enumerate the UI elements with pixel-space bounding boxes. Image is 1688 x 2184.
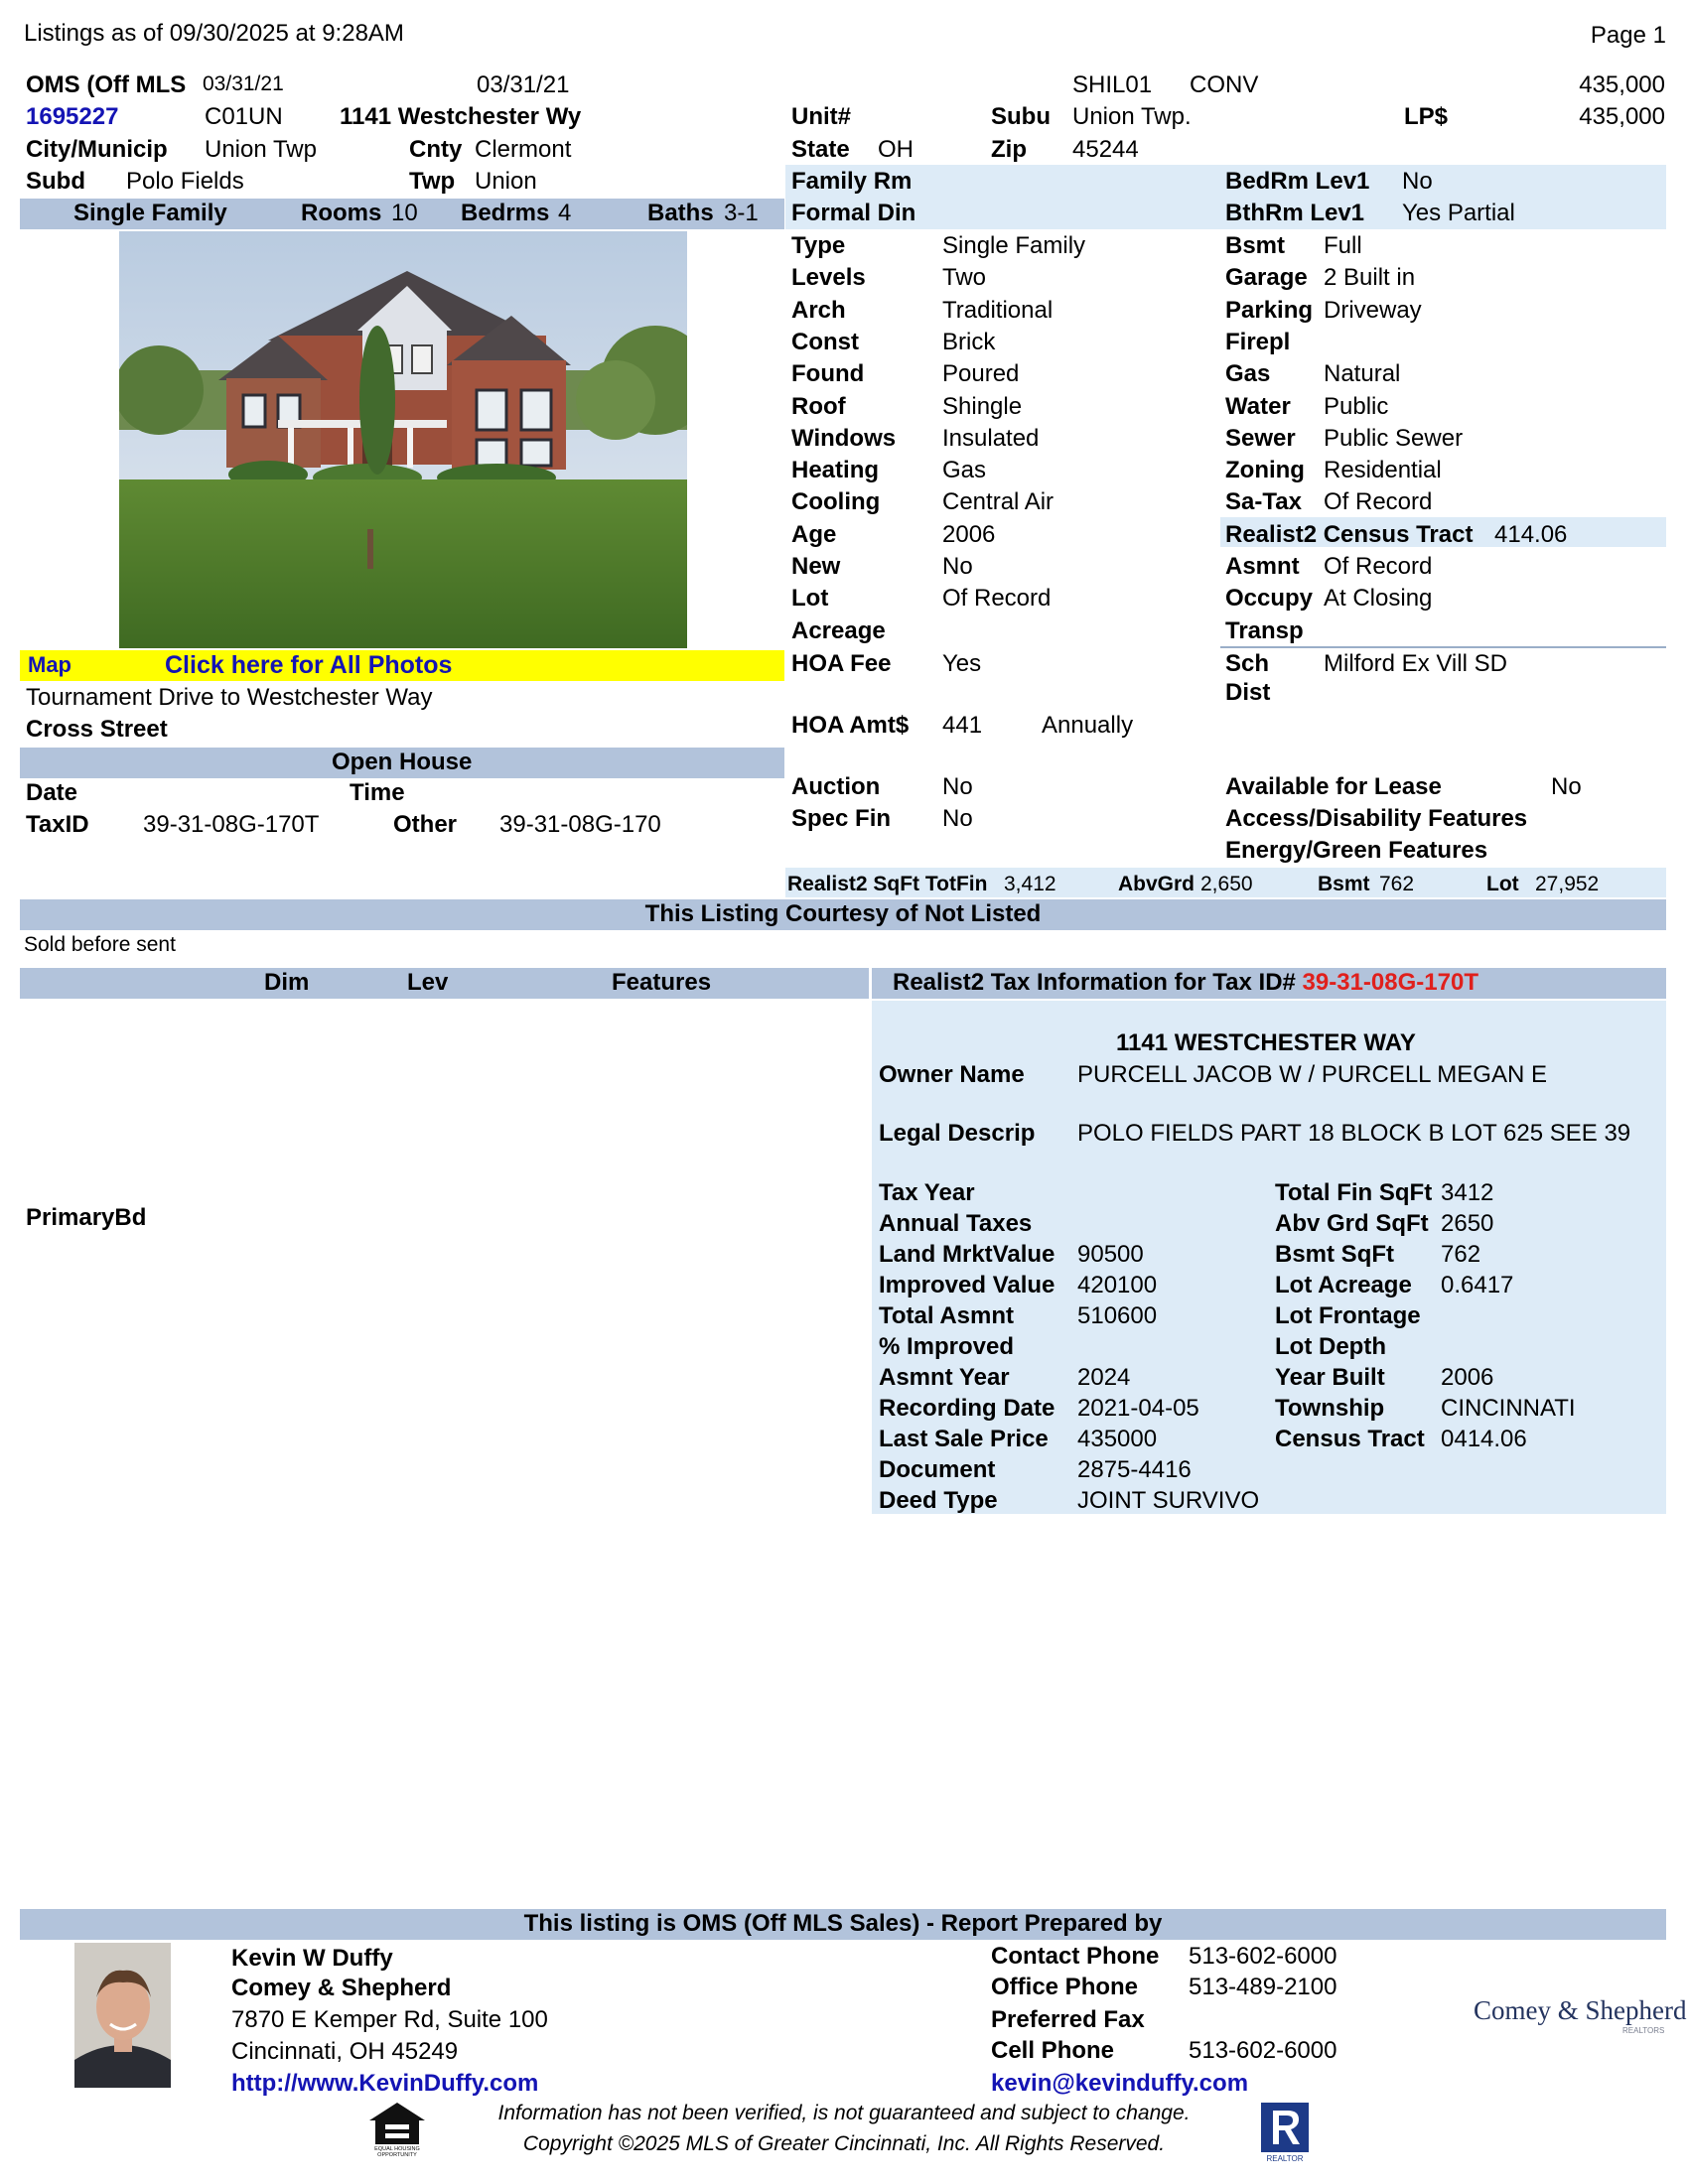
feature-mid-value: Traditional (942, 296, 1054, 324)
sqft-totfin-label: Realist2 SqFt TotFin (787, 873, 988, 895)
hoa-amount-value: 441 (942, 712, 983, 739)
taxid-label: TaxID (26, 811, 89, 838)
feature-right-value: Residential (1324, 457, 1442, 484)
feature-right-label: Asmnt (1225, 553, 1300, 580)
tax-left-label: % Improved (879, 1333, 1015, 1360)
formal-dining-label: Formal Din (791, 200, 916, 226)
room-table-lev: Lev (407, 969, 449, 996)
feature-mid-label: Windows (791, 424, 897, 452)
feature-mid-label: Cooling (791, 488, 881, 516)
all-photos-link[interactable]: Click here for All Photos (165, 651, 453, 679)
feature-mid-value: Two (942, 264, 987, 292)
realtor-icon (1257, 2101, 1313, 2164)
sqft-bsmt-label: Bsmt (1318, 873, 1370, 895)
cell-phone-label: Cell Phone (991, 2037, 1115, 2064)
energy-features-label: Energy/Green Features (1225, 837, 1488, 864)
tax-right-label: Total Fin SqFt (1275, 1179, 1433, 1206)
feature-mid-label: Heating (791, 457, 880, 484)
tax-left-label: Recording Date (879, 1395, 1055, 1422)
spec-fin-label: Spec Fin (791, 805, 892, 832)
listings-timestamp: Listings as of 09/30/2025 at 9:28AM (24, 20, 404, 47)
tax-left-label: Total Asmnt (879, 1302, 1014, 1329)
tax-left-label: Annual Taxes (879, 1210, 1033, 1237)
family-room-label: Family Rm (791, 168, 913, 195)
office-phone-label: Office Phone (991, 1974, 1139, 2000)
lp-value: 435,000 (1579, 103, 1665, 130)
feature-right-label: Realist2 Census Tract (1225, 520, 1474, 548)
bthrm-lev1-label: BthRm Lev1 (1225, 200, 1365, 226)
city-label: City/Municip (26, 136, 168, 163)
feature-right-value: 2 Built in (1324, 264, 1416, 292)
state-value: OH (878, 136, 914, 163)
feature-right-value: Driveway (1324, 296, 1422, 324)
features-mid-list (791, 234, 1208, 651)
lease-label: Available for Lease (1225, 773, 1442, 800)
other-value: 39-31-08G-170 (499, 811, 661, 838)
feature-mid-value: Poured (942, 360, 1020, 388)
tax-right-value: CINCINNATI (1441, 1395, 1576, 1422)
list-date: 03/31/21 (477, 71, 570, 98)
listing-status: OMS (Off MLS (26, 71, 187, 98)
tax-left-label: Tax Year (879, 1179, 975, 1206)
feature-mid-label: Levels (791, 264, 866, 292)
feature-mid-label: Arch (791, 296, 846, 324)
office-code: SHIL01 (1072, 71, 1153, 98)
subd-label: Subd (26, 168, 85, 195)
sqft-bsmt-value: 762 (1379, 873, 1415, 895)
open-house-title: Open House (332, 749, 473, 775)
owner-label: Owner Name (879, 1061, 1025, 1088)
features-right-list (1225, 234, 1666, 651)
tax-left-value: 2875-4416 (1077, 1456, 1192, 1483)
feature-mid-label: Roof (791, 392, 846, 420)
footer-band-text: This listing is OMS (Off MLS Sales) - Report Prepared by (523, 1910, 1163, 1937)
taxid-value: 39-31-08G-170T (143, 811, 320, 838)
agent-city: Cincinnati, OH 45249 (231, 2038, 459, 2065)
agent-photo (74, 1943, 171, 2088)
baths-value: 3-1 (724, 200, 759, 226)
feature-mid-label: Type (791, 232, 846, 259)
tax-info-title-text: Realist2 Tax Information for Tax ID# (893, 969, 1303, 996)
tax-left-label: Improved Value (879, 1272, 1055, 1298)
zip-value: 45244 (1072, 136, 1139, 163)
feature-right-label: Sewer (1225, 424, 1296, 452)
tax-info-id: 39-31-08G-170T (1302, 969, 1478, 996)
map-link[interactable]: Map (28, 652, 71, 677)
tax-right-value: 0414.06 (1441, 1426, 1527, 1452)
feature-right-label: Firepl (1225, 328, 1291, 355)
feature-mid-value: Gas (942, 457, 987, 484)
feature-mid-value: Brick (942, 328, 996, 355)
tax-right-value: 762 (1441, 1241, 1481, 1268)
tax-left-value: 2024 (1077, 1364, 1131, 1391)
disclaimer-line-2: Copyright ©2025 MLS of Greater Cincinnati, Inc. All Rights Reserved. (522, 2132, 1166, 2155)
school-label: Sch (1225, 650, 1270, 677)
subu-value: Union Twp. (1072, 103, 1192, 130)
tax-left-label: Last Sale Price (879, 1426, 1049, 1452)
tax-left-label: Land MrktValue (879, 1241, 1055, 1268)
hoa-fee-label: HOA Fee (791, 650, 892, 677)
sqft-totfin-value: 3,412 (1004, 873, 1056, 895)
page-number: Page 1 (1590, 22, 1666, 49)
contact-phone-label: Contact Phone (991, 1943, 1160, 1970)
feature-right-label: Water (1225, 392, 1291, 420)
tax-left-label: Deed Type (879, 1487, 998, 1514)
feature-right-value: Public Sewer (1324, 424, 1464, 452)
contact-phone-value: 513-602-6000 (1189, 1943, 1337, 1970)
bedrooms-label: Bedrms (461, 200, 550, 226)
tax-right-label: Year Built (1275, 1364, 1385, 1391)
twp-label: Twp (409, 168, 456, 195)
feature-right-value: Of Record (1324, 553, 1433, 580)
rooms-value: 10 (391, 200, 418, 226)
county-label: Cnty (409, 136, 463, 163)
tax-right-label: Abv Grd SqFt (1275, 1210, 1429, 1237)
feature-mid-label: Lot (791, 585, 829, 613)
tax-right-label: Lot Frontage (1275, 1302, 1421, 1329)
remarks: Sold before sent (24, 933, 176, 956)
feature-right-label: Gas (1225, 360, 1271, 388)
status-date: 03/31/21 (203, 72, 284, 95)
feature-right-label: Zoning (1225, 457, 1305, 484)
school-dist-label: Dist (1225, 679, 1271, 706)
cell-phone-value: 513-602-6000 (1189, 2037, 1337, 2064)
feature-right-label: Bsmt (1225, 232, 1286, 259)
tax-left-label: Asmnt Year (879, 1364, 1010, 1391)
spec-fin-value: No (942, 805, 973, 832)
company-logo: Comey & Shepherd (1474, 1995, 1687, 2025)
state-label: State (791, 136, 850, 163)
agent-code: C01UN (205, 103, 283, 130)
feature-right-label: Occupy (1225, 585, 1314, 613)
lp-label: LP$ (1404, 103, 1449, 130)
hoa-amount-label: HOA Amt$ (791, 712, 910, 739)
lease-value: No (1551, 773, 1582, 800)
tax-right-label: Township (1275, 1395, 1385, 1422)
bedrooms-value: 4 (558, 200, 572, 226)
tax-left-value: JOINT SURVIVO (1077, 1487, 1260, 1514)
hoa-fee-value: Yes (942, 650, 982, 677)
feature-mid-label: New (791, 553, 841, 580)
feature-mid-label: Acreage (791, 616, 886, 644)
feature-mid-value: Insulated (942, 424, 1040, 452)
tax-left-value: 435000 (1077, 1426, 1158, 1452)
financing: CONV (1190, 71, 1259, 98)
county-value: Clermont (475, 136, 572, 163)
open-house-time-label: Time (350, 779, 405, 806)
bthrm-lev1-value: Yes Partial (1402, 200, 1515, 226)
directions: Tournament Drive to Westchester Way (26, 684, 433, 711)
mls-number-link[interactable]: 1695227 (26, 103, 119, 130)
realtor-text: REALTOR (1266, 2154, 1304, 2163)
tax-left-value: 510600 (1077, 1302, 1158, 1329)
sqft-abvgrd-label: AbvGrd (1118, 873, 1196, 895)
feature-mid-value: Of Record (942, 585, 1052, 613)
feature-right-value: At Closing (1324, 585, 1433, 613)
baths-label: Baths (647, 200, 714, 226)
sqft-lot-value: 27,952 (1535, 873, 1600, 895)
property-photo[interactable] (119, 231, 687, 648)
tax-right-value: 0.6417 (1441, 1272, 1514, 1298)
tax-info-title (893, 971, 1478, 995)
cross-street-label: Cross Street (26, 716, 168, 743)
sqft-lot-label: Lot (1486, 873, 1519, 895)
courtesy-text: This Listing Courtesy of Not Listed (644, 900, 1042, 927)
tax-right-label: Bsmt SqFt (1275, 1241, 1394, 1268)
property-type: Single Family (73, 200, 227, 226)
agent-street: 7870 E Kemper Rd, Suite 100 (231, 2006, 548, 2033)
preferred-fax-label: Preferred Fax (991, 2006, 1145, 2033)
feature-mid-label: Age (791, 520, 837, 548)
feature-right-value: Full (1324, 232, 1362, 259)
feature-right-value: Of Record (1324, 488, 1433, 516)
open-house-date-label: Date (26, 779, 78, 806)
tax-right-label: Lot Depth (1275, 1333, 1386, 1360)
bedrm-lev1-label: BedRm Lev1 (1225, 168, 1370, 195)
disclaimer-line-1: Information has not been verified, is not guaranteed and subject to change. (497, 2102, 1191, 2124)
tax-left-value: 90500 (1077, 1241, 1144, 1268)
owner-value: PURCELL JACOB W / PURCELL MEGAN E (1077, 1061, 1547, 1088)
agent-company: Comey & Shepherd (231, 1975, 452, 2001)
tax-left-label: Document (879, 1456, 996, 1483)
agent-website-link[interactable]: http://www.KevinDuffy.com (231, 2070, 539, 2097)
tax-left-value: 420100 (1077, 1272, 1158, 1298)
tax-left-value: 2021-04-05 (1077, 1395, 1199, 1422)
feature-mid-value: Single Family (942, 232, 1086, 259)
feature-right-value: Natural (1324, 360, 1401, 388)
feature-mid-value: Shingle (942, 392, 1023, 420)
feature-right-label: Parking (1225, 296, 1314, 324)
subu-label: Subu (991, 103, 1051, 130)
hoa-frequency: Annually (1042, 712, 1134, 739)
feature-right-label: Transp (1225, 616, 1304, 644)
access-features-label: Access/Disability Features (1225, 805, 1528, 832)
tax-right-value: 2650 (1441, 1210, 1494, 1237)
legal-label: Legal Descrip (879, 1120, 1036, 1147)
subd-value: Polo Fields (126, 168, 244, 195)
feature-right-value: 414.06 (1494, 520, 1568, 548)
feature-mid-value: Central Air (942, 488, 1055, 516)
tax-right-value: 2006 (1441, 1364, 1494, 1391)
agent-email-link[interactable]: kevin@kevinduffy.com (991, 2070, 1249, 2097)
zip-label: Zip (991, 136, 1027, 163)
equal-housing-text: EQUAL HOUSING OPPORTUNITY (374, 2146, 420, 2158)
divider (1220, 646, 1666, 648)
room-table-features: Features (612, 969, 712, 996)
agent-name: Kevin W Duffy (231, 1945, 393, 1972)
sqft-abvgrd-value: 2,650 (1200, 873, 1253, 895)
city-value: Union Twp (205, 136, 317, 163)
tax-right-label: Census Tract (1275, 1426, 1425, 1452)
equal-housing-icon (365, 2101, 429, 2160)
feature-mid-label: Const (791, 328, 859, 355)
bedrm-lev1-value: No (1402, 168, 1433, 195)
sold-price: 435,000 (1579, 71, 1665, 98)
room-table-row-label: PrimaryBd (26, 1204, 147, 1231)
twp-value: Union (475, 168, 537, 195)
rooms-label: Rooms (301, 200, 382, 226)
feature-right-value: Public (1324, 392, 1389, 420)
legal-value: POLO FIELDS PART 18 BLOCK B LOT 625 SEE 39 (1077, 1120, 1631, 1147)
unit-label: Unit# (791, 103, 851, 130)
tax-address: 1141 WESTCHESTER WAY (1116, 1029, 1416, 1056)
feature-mid-value: 2006 (942, 520, 996, 548)
room-table-dim: Dim (264, 969, 310, 996)
company-logo-sub: REALTORS (1622, 2026, 1665, 2035)
listing-address: 1141 Westchester Wy (340, 103, 582, 130)
feature-mid-label: Found (791, 360, 865, 388)
tax-right-label: Lot Acreage (1275, 1272, 1412, 1298)
feature-right-label: Garage (1225, 264, 1308, 292)
auction-label: Auction (791, 773, 881, 800)
tax-right-value: 3412 (1441, 1179, 1494, 1206)
school-district-value: Milford Ex Vill SD (1324, 650, 1507, 677)
feature-right-label: Sa-Tax (1225, 488, 1302, 516)
auction-value: No (942, 773, 973, 800)
office-phone-value: 513-489-2100 (1189, 1974, 1337, 2000)
feature-mid-value: No (942, 553, 973, 580)
other-label: Other (393, 811, 458, 838)
